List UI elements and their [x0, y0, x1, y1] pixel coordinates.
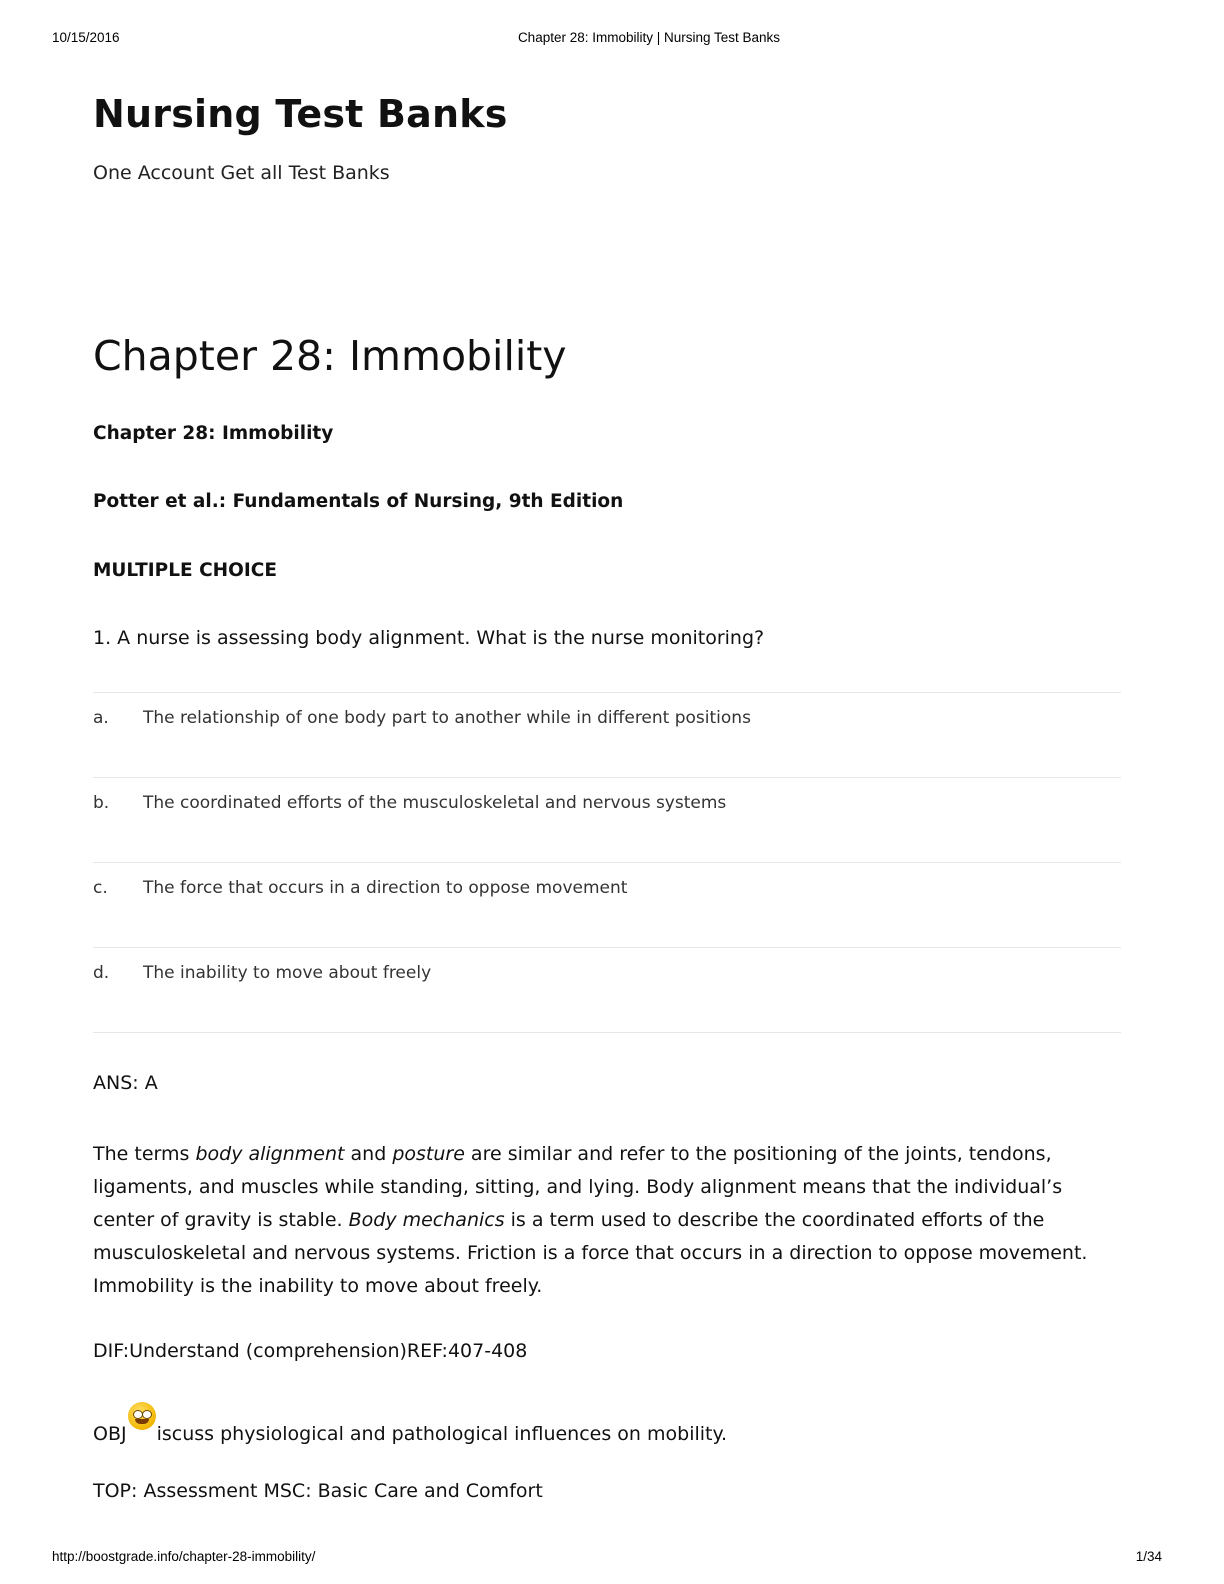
chapter-line: Chapter 28: Immobility: [93, 423, 334, 444]
choice-row: [93, 947, 1121, 1033]
print-date: 10/15/2016: [52, 30, 120, 45]
choice-row: [93, 692, 1121, 777]
print-header: [0, 30, 1224, 48]
difficulty-reference: DIF:Understand (comprehension)REF:407-408: [93, 1340, 528, 1362]
rationale-text: are similar and refer to the positioning of the joints, tendons, ligaments, and muscles while standing, sitting, and lying. Body alignment means that the individual’s center of gravity is stable.: [93, 1143, 1063, 1231]
answer-line: ANS: A: [93, 1072, 158, 1094]
rationale-paragraph: [93, 1138, 1121, 1303]
print-url[interactable]: http://boostgrade.info/chapter-28-immobility/: [52, 1549, 316, 1564]
grinning-face-icon: [128, 1402, 156, 1430]
choice-letter: c.: [93, 878, 108, 898]
rationale-term: Body mechanics: [348, 1209, 505, 1231]
print-page-title: Chapter 28: Immobility | Nursing Test Banks: [517, 30, 781, 45]
choice-letter: d.: [93, 963, 110, 983]
choice-text: The relationship of one body part to another while in different positions: [143, 708, 751, 728]
page-number: 1/34: [1135, 1549, 1162, 1564]
post-title: Chapter 28: Immobility: [93, 332, 567, 380]
objective-line: [93, 1412, 727, 1445]
book-line: Potter et al.: Fundamentals of Nursing, 9th Edition: [93, 491, 624, 512]
objective-prefix: OBJ: [93, 1423, 127, 1445]
choice-text: The coordinated efforts of the musculoskeletal and nervous systems: [143, 793, 727, 813]
question-text: 1. A nurse is assessing body alignment. What is the nurse monitoring?: [93, 627, 765, 649]
choices-table: [93, 692, 1121, 1033]
rationale-text: is a term used to describe the coordinated efforts of the musculoskeletal and nervous systems. Friction is a force that occurs in a direction to oppose movement. Immobility is the inability to move about freely.: [93, 1209, 1088, 1297]
topic-line: TOP: Assessment MSC: Basic Care and Comfort: [93, 1480, 543, 1502]
rationale-term: body alignment: [195, 1143, 345, 1165]
objective-text: iscuss physiological and pathological influences on mobility.: [156, 1423, 728, 1445]
choice-row: [93, 862, 1121, 947]
rationale-term: posture: [392, 1143, 465, 1165]
site-title[interactable]: Nursing Test Banks: [93, 92, 508, 136]
choice-text: The force that occurs in a direction to oppose movement: [143, 878, 628, 898]
rationale-text: The terms: [93, 1143, 196, 1165]
rationale-text: and: [344, 1143, 393, 1165]
choice-letter: b.: [93, 793, 110, 813]
print-footer: [0, 1549, 1224, 1567]
site-description: One Account Get all Test Banks: [93, 162, 390, 184]
section-heading: MULTIPLE CHOICE: [93, 560, 277, 581]
choice-letter: a.: [93, 708, 109, 728]
choice-row: [93, 777, 1121, 862]
choice-text: The inability to move about freely: [143, 963, 432, 983]
